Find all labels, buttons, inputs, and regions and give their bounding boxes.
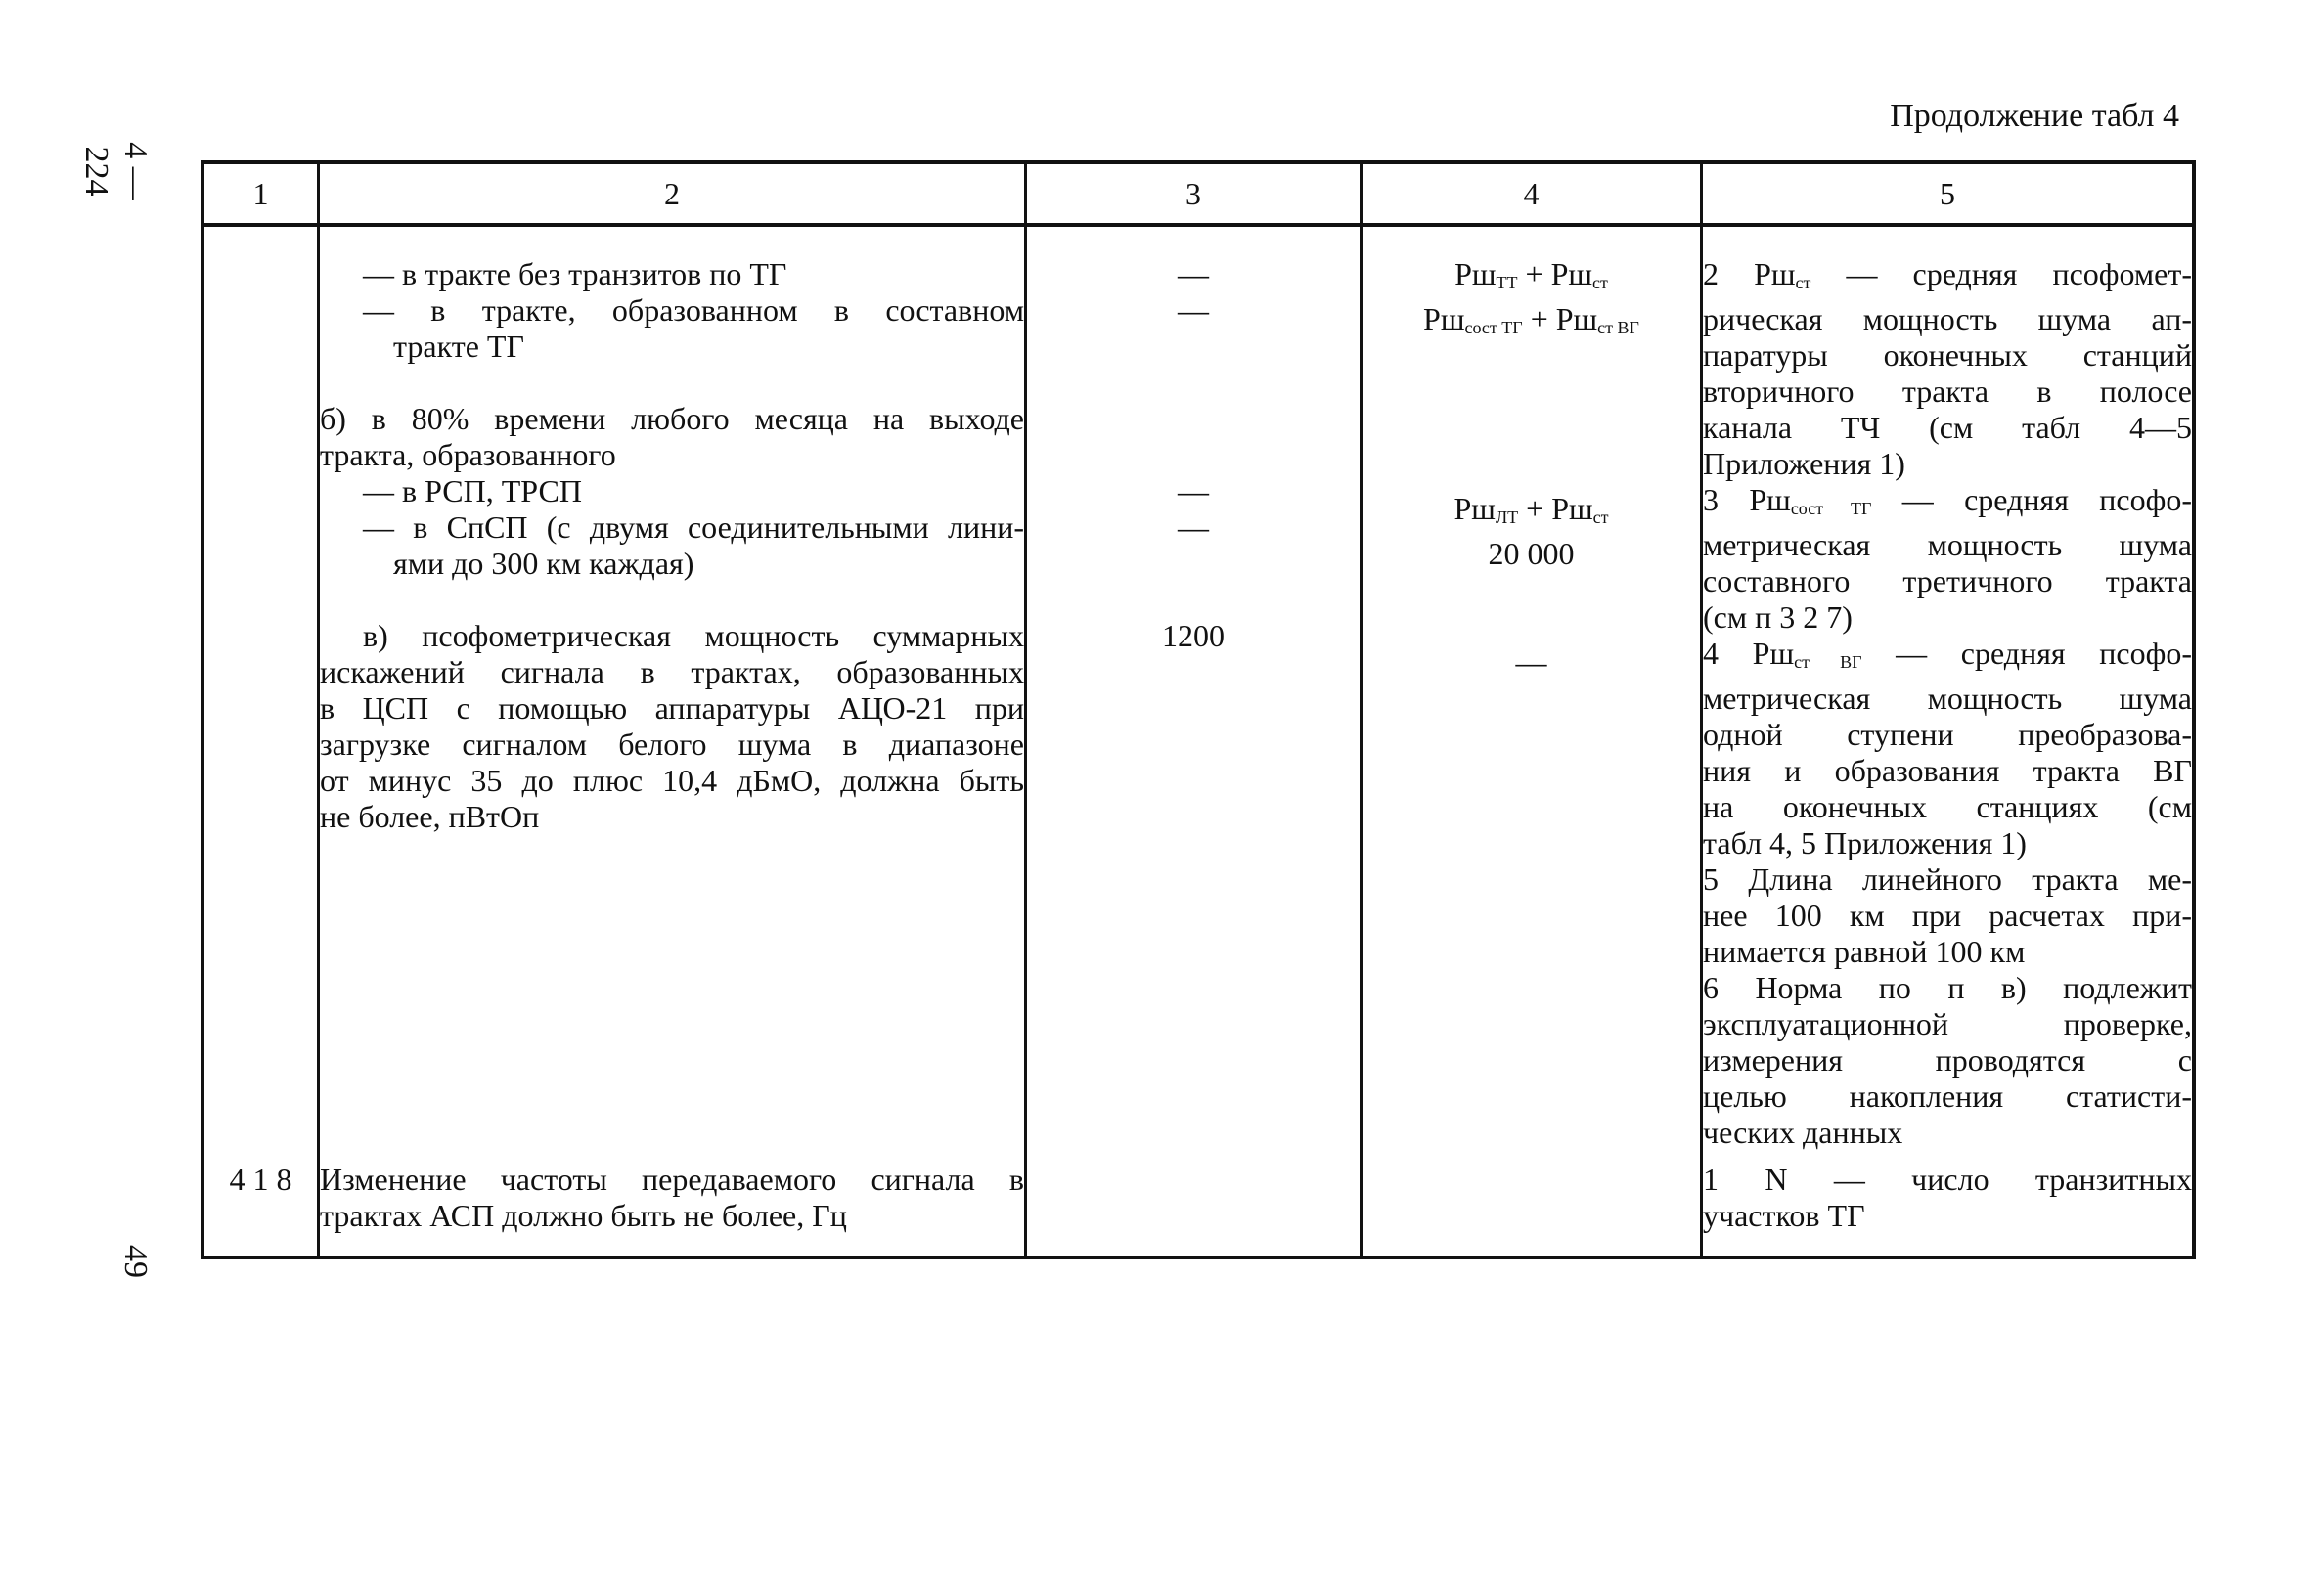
page-number: 49 [117,1245,154,1278]
item-v-line: искажений сигнала в трактах, образованных [320,654,1024,689]
note-subscript: сост ТГ [1790,499,1872,518]
item-v-line: в) псофометрическая мощность суммарных [363,618,1024,653]
note-line: табл 4, 5 Приложения 1) [1703,825,2027,860]
item-v-line: в ЦСП с помощью аппаратуры АЦО-21 при [320,690,1024,726]
formula-line [1363,256,1700,301]
formula-line [1363,491,1700,536]
formula-cell [1362,1160,1702,1257]
formula-cell [1362,225,1702,1160]
column-header-1: 1 [202,162,319,225]
formula-term: + Рш [1522,301,1598,336]
note-line: одной ступени преобразова- [1703,717,2192,752]
note-line: нее 100 км при расчетах при- [1703,898,2192,933]
column-header-5: 5 [1702,162,2195,225]
note-line: канала ТЧ (см табл 4—5 [1703,410,2192,445]
requirement-cell [319,1160,1026,1257]
table-continuation-caption: Продолжение табл 4 [1890,98,2179,134]
note-line: участков ТГ [1703,1198,1865,1234]
row-number-cell [202,225,319,1160]
column-header-3: 3 [1026,162,1362,225]
item-b-line: — в РСП, ТРСП [363,473,582,508]
formula-line [1363,301,1700,346]
note-term: — средняя псофо- [1861,636,2193,671]
table-row [202,1160,2194,1257]
formula-term: Рш [1454,256,1497,291]
item-b-line: б) в 80% времени любого месяца на выходе [320,401,1024,436]
row-number-cell: 4 1 8 [202,1160,319,1257]
value-cell [1026,1160,1362,1257]
note-term: — средняя псофо- [1871,482,2193,517]
note-line: вторичного тракта в полосе [1703,374,2192,409]
notes-cell [1702,225,2195,1160]
dash-value: — [1178,292,1209,328]
note-term: 3 Рш [1703,482,1791,517]
note-line [1703,256,2192,301]
formula-subscript: ст [1592,507,1609,527]
formula-subscript: ст [1592,273,1608,292]
norm-value: 1200 [1162,618,1225,653]
norms-table [201,160,2196,1259]
note-line: 1 N — число транзитных [1703,1162,2192,1198]
note-line: составного третичного тракта [1703,563,2192,598]
item-b-line: — в СпСП (с двумя соединительными лини- [363,509,1024,545]
note-line: на оконечных станциях (см [1703,789,2192,824]
formula-subscript: ст ВГ [1597,318,1639,337]
note-line: Приложения 1) [1703,446,1905,481]
formula-term: Рш [1453,491,1496,526]
note-term: 2 Рш [1703,256,1796,291]
item-a-line: тракте ТГ [393,329,524,364]
formula-term: Рш [1423,301,1465,336]
note-line: нимается равной 100 км [1703,934,2026,969]
column-header-2: 2 [319,162,1026,225]
note-subscript: ст ВГ [1794,652,1862,672]
note-term: 4 Рш [1703,636,1795,671]
note-line: ния и образования тракта ВГ [1703,753,2192,788]
note-line: измерения проводятся с [1703,1042,2192,1078]
dash-value: — [1178,256,1209,291]
column-header-4: 4 [1362,162,1702,225]
note-subscript: ст [1795,273,1811,292]
item-a-line: — в тракте без транзитов по ТГ [363,256,787,291]
dash-value: — [1178,473,1209,508]
dash-value: — [1178,509,1209,545]
note-line: метрическая мощность шума [1703,681,2192,716]
requirement-cell [319,225,1026,1160]
notes-cell [1702,1160,2195,1257]
note-line: эксплуатационной проверке, [1703,1006,2192,1041]
margin-code: 4 — 224 [78,142,154,200]
note-term: — средняя псофомет- [1810,256,2193,291]
formula-value: 20 000 [1488,536,1575,571]
note-line: ческих данных [1703,1115,1903,1150]
formula-term: + Рш [1518,491,1593,526]
formula-subscript: ТТ [1496,273,1518,292]
formula-subscript: сост ТГ [1464,318,1523,337]
note-line: целью накопления статисти- [1703,1079,2192,1114]
value-cell [1026,225,1362,1160]
note-line: рическая мощность шума ап- [1703,301,2192,336]
dash-value: — [1515,644,1547,680]
formula-term: + Рш [1517,256,1593,291]
note-line [1703,636,2192,681]
note-line: метрическая мощность шума [1703,527,2192,562]
requirement-line: трактах АСП должно быть не более, Гц [320,1198,847,1234]
note-line: 5 Длина линейного тракта ме- [1703,861,2192,897]
note-line: (см п 3 2 7) [1703,599,1853,635]
item-v-line: загрузке сигналом белого шума в диапазоне [320,727,1024,762]
note-line [1703,482,2192,527]
table-header-row [202,162,2194,225]
item-b-line: ями до 300 км каждая) [393,546,694,581]
item-b-line: тракта, образованного [320,437,616,472]
formula-subscript: ЛТ [1495,507,1519,527]
table-row [202,225,2194,1160]
note-line: паратуры оконечных станций [1703,337,2192,373]
item-v-line: не более, пВтОп [320,799,540,834]
item-a-line: — в тракте, образованном в составном [363,292,1024,328]
requirement-line: Изменение частоты передаваемого сигнала в [320,1162,1024,1198]
item-v-line: от минус 35 до плюс 10,4 дБмО, должна быть [320,763,1024,798]
note-line: 6 Норма по п в) подлежит [1703,970,2192,1005]
